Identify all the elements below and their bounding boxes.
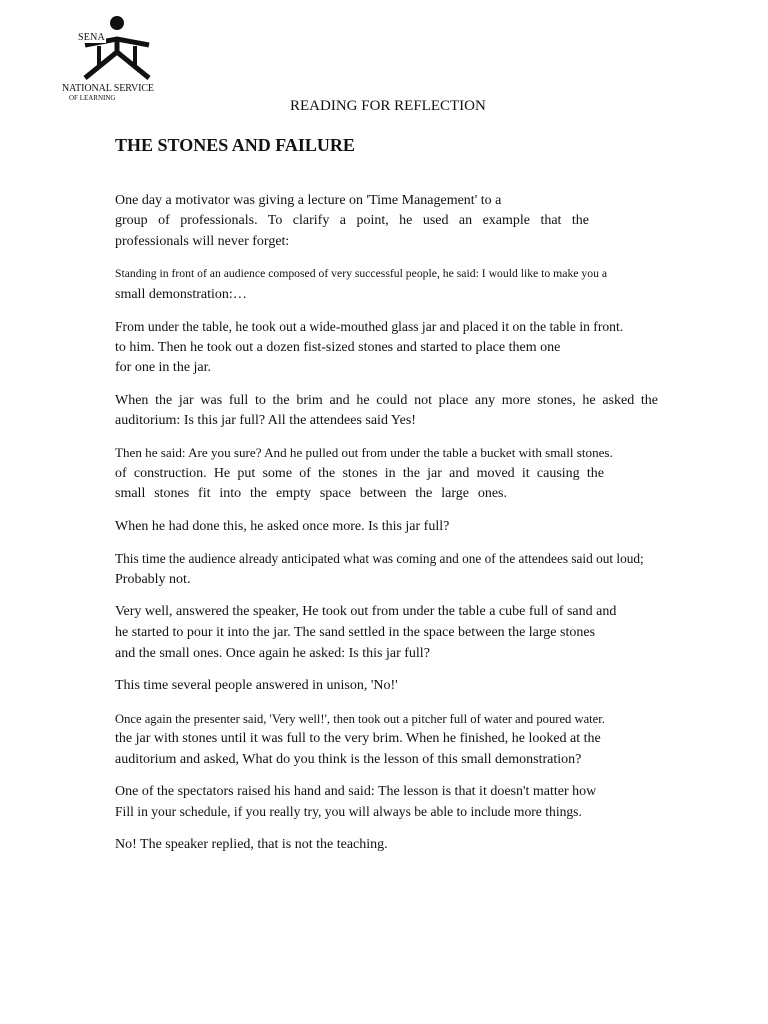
text-line: Very well, answered the speaker, He took out from under the table a cube full of sand and (115, 604, 617, 619)
sena-logo-icon (77, 12, 157, 82)
text-line: and the small ones. Once again he asked: Is this jar full? (115, 646, 430, 661)
logo-mark-text: SENA (78, 32, 105, 43)
text-line: When the jar was full to the brim and he could not place any more stones, he asked the (115, 393, 658, 408)
text-line: Fill in your schedule, if you really try, you will always be able to include more things. (115, 804, 582, 819)
section-kicker: READING FOR REFLECTION (290, 98, 486, 114)
text-line: small demonstration:… (115, 287, 247, 302)
text-line: he started to pour it into the jar. The sand settled in the space between the large stones (115, 625, 596, 640)
text-line: the jar with stones until it was full to the very brim. When he finished, he looked at the (115, 731, 601, 746)
text-line: auditorium and asked, What do you think is the lesson of this small demonstration? (115, 752, 582, 767)
text-line: Once again the presenter said, 'Very well!', then took out a pitcher full of water and poured water. (115, 712, 605, 726)
text-line: Standing in front of an audience composed of very successful people, he said: I would like to make you a (115, 267, 608, 280)
text-line: professionals will never forget: (115, 234, 290, 249)
text-line: Then he said: Are you sure? And he pulled out from under the table a bucket with small stones. (115, 445, 613, 460)
sena-logo (62, 12, 172, 104)
text-line: to him. Then he took out a dozen fist-sized stones and started to place them one (115, 340, 561, 355)
logo-org-name: NATIONAL SERVICE (62, 83, 154, 94)
text-line: From under the table, he took out a wide-mouthed glass jar and placed it on the table in front. (115, 319, 624, 334)
text-line: No! The speaker replied, that is not the teaching. (115, 837, 388, 852)
text-line: group of professionals. To clarify a point, he used an example that the (115, 213, 589, 228)
text-line: for one in the jar. (115, 360, 212, 375)
text-line: This time several people answered in unison, 'No!' (115, 678, 398, 693)
text-line: One of the spectators raised his hand and said: The lesson is that it doesn't matter how (115, 784, 597, 799)
text-line: auditorium: Is this jar full? All the attendees said Yes! (115, 413, 416, 428)
text-line: Probably not. (115, 572, 191, 587)
text-line: of construction. He put some of the stones in the jar and moved it causing the (115, 466, 604, 481)
logo-org-subname: OF LEARNING (69, 94, 116, 102)
text-line: When he had done this, he asked once more. Is this jar full? (115, 519, 450, 534)
text-line: This time the audience already anticipated what was coming and one of the attendees said out loud; (115, 551, 644, 566)
text-line: One day a motivator was giving a lecture on 'Time Management' to a (115, 193, 502, 208)
page-title: THE STONES AND FAILURE (115, 135, 355, 155)
text-line: small stones fit into the empty space between the large ones. (115, 486, 507, 501)
